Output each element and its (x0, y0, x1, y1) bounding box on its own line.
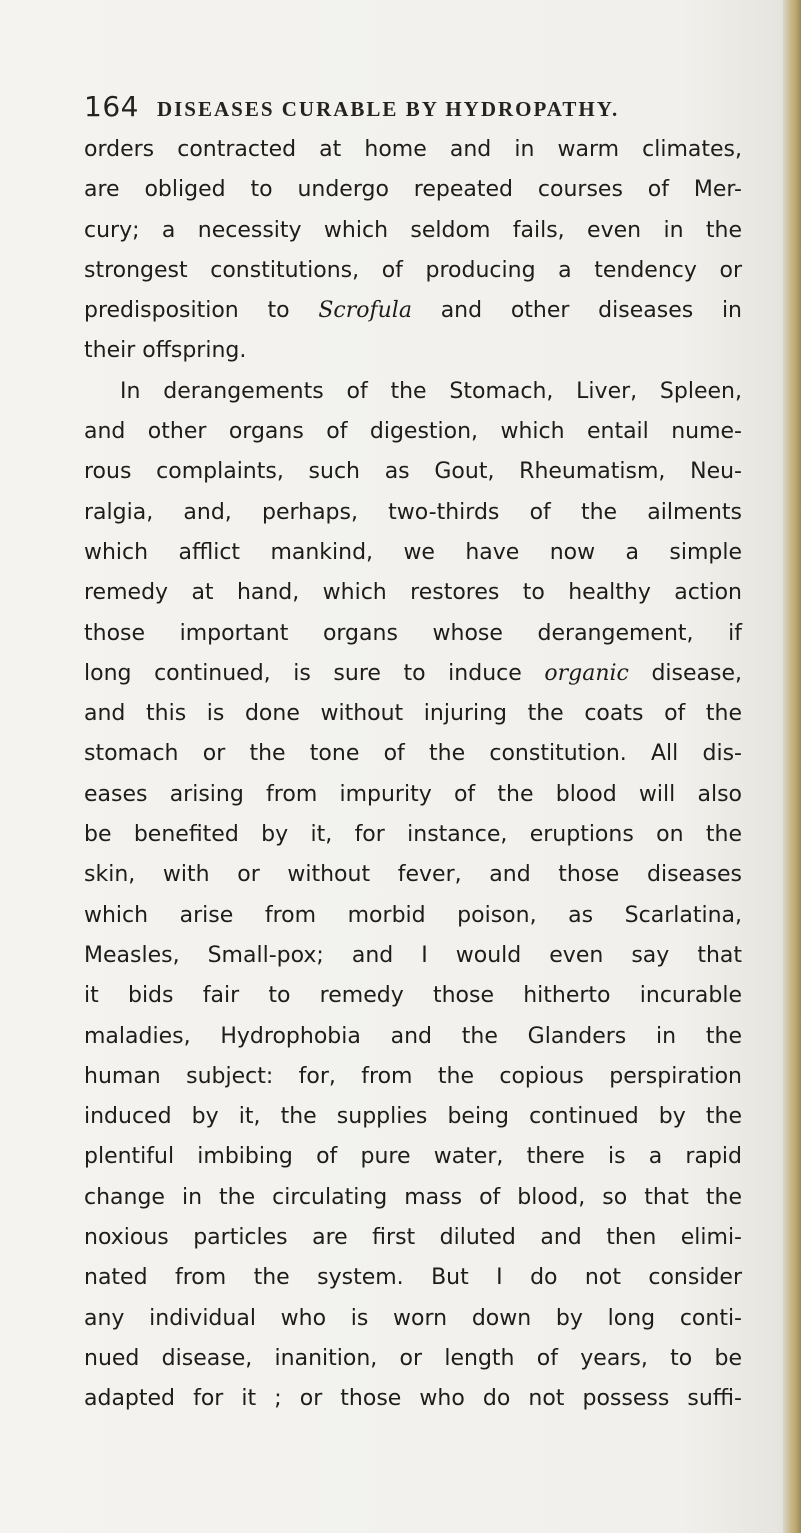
text-line (84, 291, 742, 331)
text-line: noxious particles are first diluted and then elimi- (84, 1225, 742, 1251)
text-line: it bids fair to remedy those hitherto incurable (84, 983, 742, 1009)
text-line: which afflict mankind, we have now a simple (84, 539, 742, 565)
text-line: rous complaints, such as Gout, Rheumatism, Neu- (84, 459, 742, 485)
text-line: be benefited by it, for instance, eruptions on the (84, 822, 742, 848)
text-line: remedy at hand, which restores to healthy action (84, 580, 742, 606)
text-segment: predisposition to (84, 298, 319, 324)
text-line: their offspring. (84, 338, 247, 364)
running-head (84, 90, 704, 130)
text-line: eases arising from impurity of the blood will also (84, 781, 742, 807)
text-line: plentiful imbibing of pure water, there is a rapid (84, 1144, 742, 1170)
text-segment: and other diseases in (411, 298, 742, 324)
text-line: ralgia, and, perhaps, two-thirds of the ailments (84, 499, 742, 525)
running-title: DISEASES CURABLE BY HYDROPATHY. (156, 97, 620, 121)
text-line: which arise from morbid poison, as Scarlatina, (84, 902, 742, 928)
text-line: change in the circulating mass of blood, so that the (84, 1184, 742, 1210)
text-line: induced by it, the supplies being continued by the (84, 1104, 742, 1130)
italic-term: organic (544, 660, 629, 686)
text-line (84, 654, 742, 694)
italic-term: Scrofula (318, 298, 412, 324)
text-line: adapted for it ; or those who do not possess suffi- (84, 1386, 742, 1412)
page-edge-shadow (783, 0, 801, 1533)
text-line: and this is done without injuring the coats of the (84, 701, 742, 727)
text-line: maladies, Hydrophobia and the Glanders in the (84, 1023, 742, 1049)
text-segment: disease, (628, 660, 742, 686)
text-line: strongest constitutions, of producing a tendency or (84, 257, 742, 283)
text-line: and other organs of digestion, which entail nume- (84, 419, 742, 445)
text-line: cury; a necessity which seldom fails, even in the (84, 217, 742, 243)
text-segment: long continued, is sure to induce (84, 660, 545, 686)
text-line: stomach or the tone of the constitution. All dis- (84, 741, 742, 767)
text-line: nated from the system. But I do not consider (84, 1265, 742, 1291)
text-line: those important organs whose derangement, if (84, 620, 742, 646)
text-line: are obliged to undergo repeated courses of Mer- (84, 177, 742, 203)
page-number: 164 (84, 90, 139, 123)
text-line: Measles, Small-pox; and I would even say that (84, 942, 742, 968)
text-line: orders contracted at home and in warm climates, (84, 137, 742, 162)
body-text (84, 130, 742, 1420)
paragraph-start-line: In derangements of the Stomach, Liver, Spleen, (120, 378, 742, 404)
text-line: skin, with or without fever, and those diseases (84, 862, 742, 888)
text-line: any individual who is worn down by long conti- (84, 1305, 742, 1331)
text-line: nued disease, inanition, or length of years, to be (84, 1345, 742, 1371)
text-line: human subject: for, from the copious perspiration (84, 1063, 742, 1089)
